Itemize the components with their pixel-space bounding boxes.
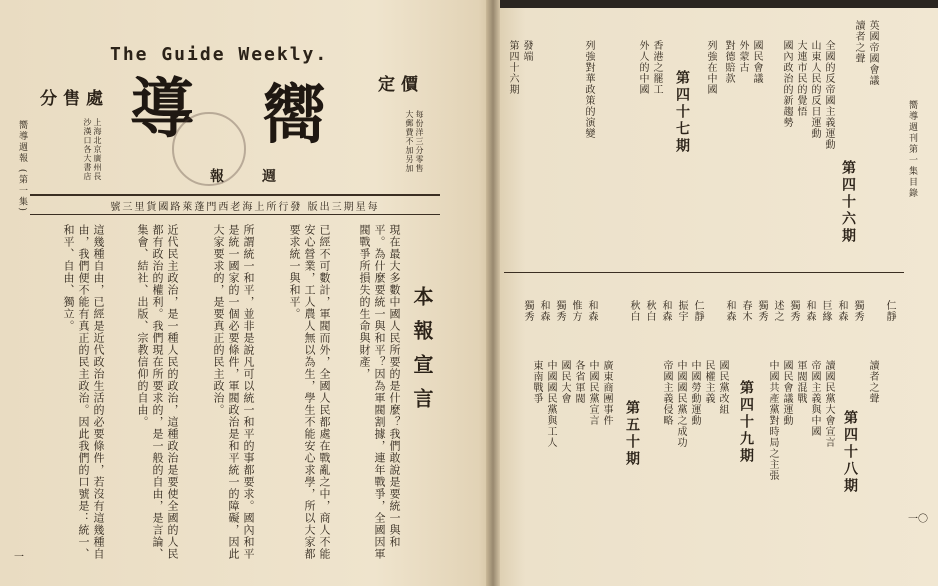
toc-item: 香港之罷工 [651, 40, 662, 95]
toc-author: 和森 [836, 300, 847, 322]
toc-item: 列強對華政策的演變 [583, 40, 594, 139]
right-page-number: 一〇 [908, 514, 928, 525]
toc-issue-48: 第四十八期 [842, 410, 858, 495]
price-heading: 定價 [378, 75, 424, 95]
toc-item: 東南戰爭 [531, 360, 542, 404]
toc-author: 秋白 [628, 300, 639, 322]
toc-item: 發端 [521, 40, 532, 62]
toc-item: 中國勞動運動 [689, 360, 700, 426]
book-gutter [486, 0, 500, 586]
weekly-char-2: 報 [210, 169, 224, 185]
toc-author: 獨秀 [788, 300, 799, 322]
article-column-3: 所謂統一和平，並非是說凡可以統一和平的事都要求。國內和平是統一國家的一個必要條件，軍閥政治是和平統一的障礙，因此大家要求的，是要真正的民主政治。 [212, 224, 255, 560]
toc-item: 民權主義 [703, 360, 714, 404]
toc-item: 英國帝國會議 [867, 20, 878, 86]
toc-item: 外人的中國 [637, 40, 648, 95]
toc-item: 中國國民黨與工人 [545, 360, 556, 448]
toc-item: 大連市民的覺悟 [795, 40, 806, 117]
toc-item: 山東人民的反日運動 [809, 40, 820, 139]
article-title: 本報宣言 [410, 286, 434, 422]
toc-issue-46: 第四十六期 [840, 160, 856, 245]
english-title: The Guide Weekly. [110, 44, 329, 65]
toc-item: 中國民黨宣言 [587, 360, 598, 426]
price-details: 每份洋三分零售大郵費不加另加 [405, 110, 424, 173]
toc-author: 惟方 [570, 300, 581, 322]
toc-item: 中國共產黨對時局之主張 [767, 360, 778, 481]
article-column-1: 現在最大多數中國人民所要的是什麼？我們敢說是要統一與和平。為什麼要統一與和平？因為軍閥割據，連年戰爭，全國因軍閥戰爭所損失的生命與財產， [358, 224, 401, 560]
toc-item: 第四十六期 [507, 40, 518, 95]
masthead-char-right: 嚮 [262, 78, 326, 153]
toc-issue-49: 第四十九期 [738, 380, 754, 465]
toc-item: 國民會議 [751, 40, 762, 84]
toc-item: 各省軍閥 [573, 360, 584, 404]
page-top-edge [500, 0, 938, 8]
left-page-number: 一 [14, 552, 24, 563]
sales-heading: 分售處 [40, 89, 109, 109]
article-column-4: 近代民主政治，是一種人民的政治，這種政治是要使全國的人民都有政治的權利。我們現在所要求的，是一般的自由，是言論、集會、結社、出版、宗教信仰的自由。 [136, 224, 179, 560]
toc-author: 獨秀 [522, 300, 533, 322]
toc-item: 帝國主義侵略 [661, 360, 672, 426]
toc-author: 獨秀 [554, 300, 565, 322]
postmark-stamp [172, 112, 246, 186]
toc-author: 秋白 [644, 300, 655, 322]
toc-item: 全國的反帝國主義運動 [823, 40, 834, 150]
toc-divider [504, 272, 904, 273]
toc-author: 仁靜 [884, 300, 895, 322]
sales-details: 上海北京廣州長沙漢口各大書店 [83, 118, 102, 181]
toc-item: 外蒙古 [737, 40, 748, 73]
toc-item: 帝國主義與中國 [809, 360, 820, 437]
article-column-2: 已經不可數計，軍閥而外，全國人民都處在戰亂之中，商人不能安心營業，工人農人無以為生，學生不能安心求學，所以大家都要求統一與和平。 [288, 224, 331, 560]
toc-item: 讀者之聲 [867, 360, 878, 404]
left-margin-name: 嚮導週報 (第一集) [17, 120, 27, 213]
publish-line: 每星期三出版 發行所上海老西門蓬萊路國貨里三號 [110, 202, 380, 213]
toc-author: 巨緣 [820, 300, 831, 322]
toc-item: 列強在中國 [705, 40, 716, 95]
right-margin-name: 嚮導週刊第一集目錄 [907, 100, 917, 199]
toc-item: 國民黨改組 [717, 360, 728, 415]
toc-item: 國民大會 [559, 360, 570, 404]
toc-item: 國內政治的新趨勢 [781, 40, 792, 128]
masthead-rule-top [30, 194, 440, 196]
toc-author: 和森 [660, 300, 671, 322]
toc-author: 獨秀 [756, 300, 767, 322]
toc-issue-50: 第五十期 [624, 400, 640, 468]
toc-author: 述之 [772, 300, 783, 322]
toc-author: 和森 [724, 300, 735, 322]
toc-item: 廣東商團事件 [601, 360, 612, 426]
toc-author: 和森 [804, 300, 815, 322]
masthead-rule-bottom [30, 214, 440, 215]
weekly-char-1: 週 [262, 169, 276, 185]
toc-item: 讀國民黨大會宣言 [823, 360, 834, 448]
toc-author: 和森 [538, 300, 549, 322]
toc-item: 中國國民黨之成功 [675, 360, 686, 448]
toc-item: 軍閥混戰 [795, 360, 806, 404]
toc-author: 和森 [586, 300, 597, 322]
article-column-5: 這幾種自由，已經是近代政治生活的必要條件，若沒有這幾種自由，我們便不能有真正的民主政治。因此我們的口號是：統一、和平、自由、獨立。 [62, 224, 105, 560]
toc-item: 讀者之聲 [853, 20, 864, 64]
masthead-char-left: 導 [130, 72, 194, 147]
toc-author: 春木 [740, 300, 751, 322]
toc-author: 仁靜 [692, 300, 703, 322]
toc-item: 國民會議運動 [781, 360, 792, 426]
toc-author: 獨秀 [852, 300, 863, 322]
toc-issue-47: 第四十七期 [674, 70, 690, 155]
toc-author: 振宇 [676, 300, 687, 322]
toc-item: 對德賠款 [723, 40, 734, 84]
